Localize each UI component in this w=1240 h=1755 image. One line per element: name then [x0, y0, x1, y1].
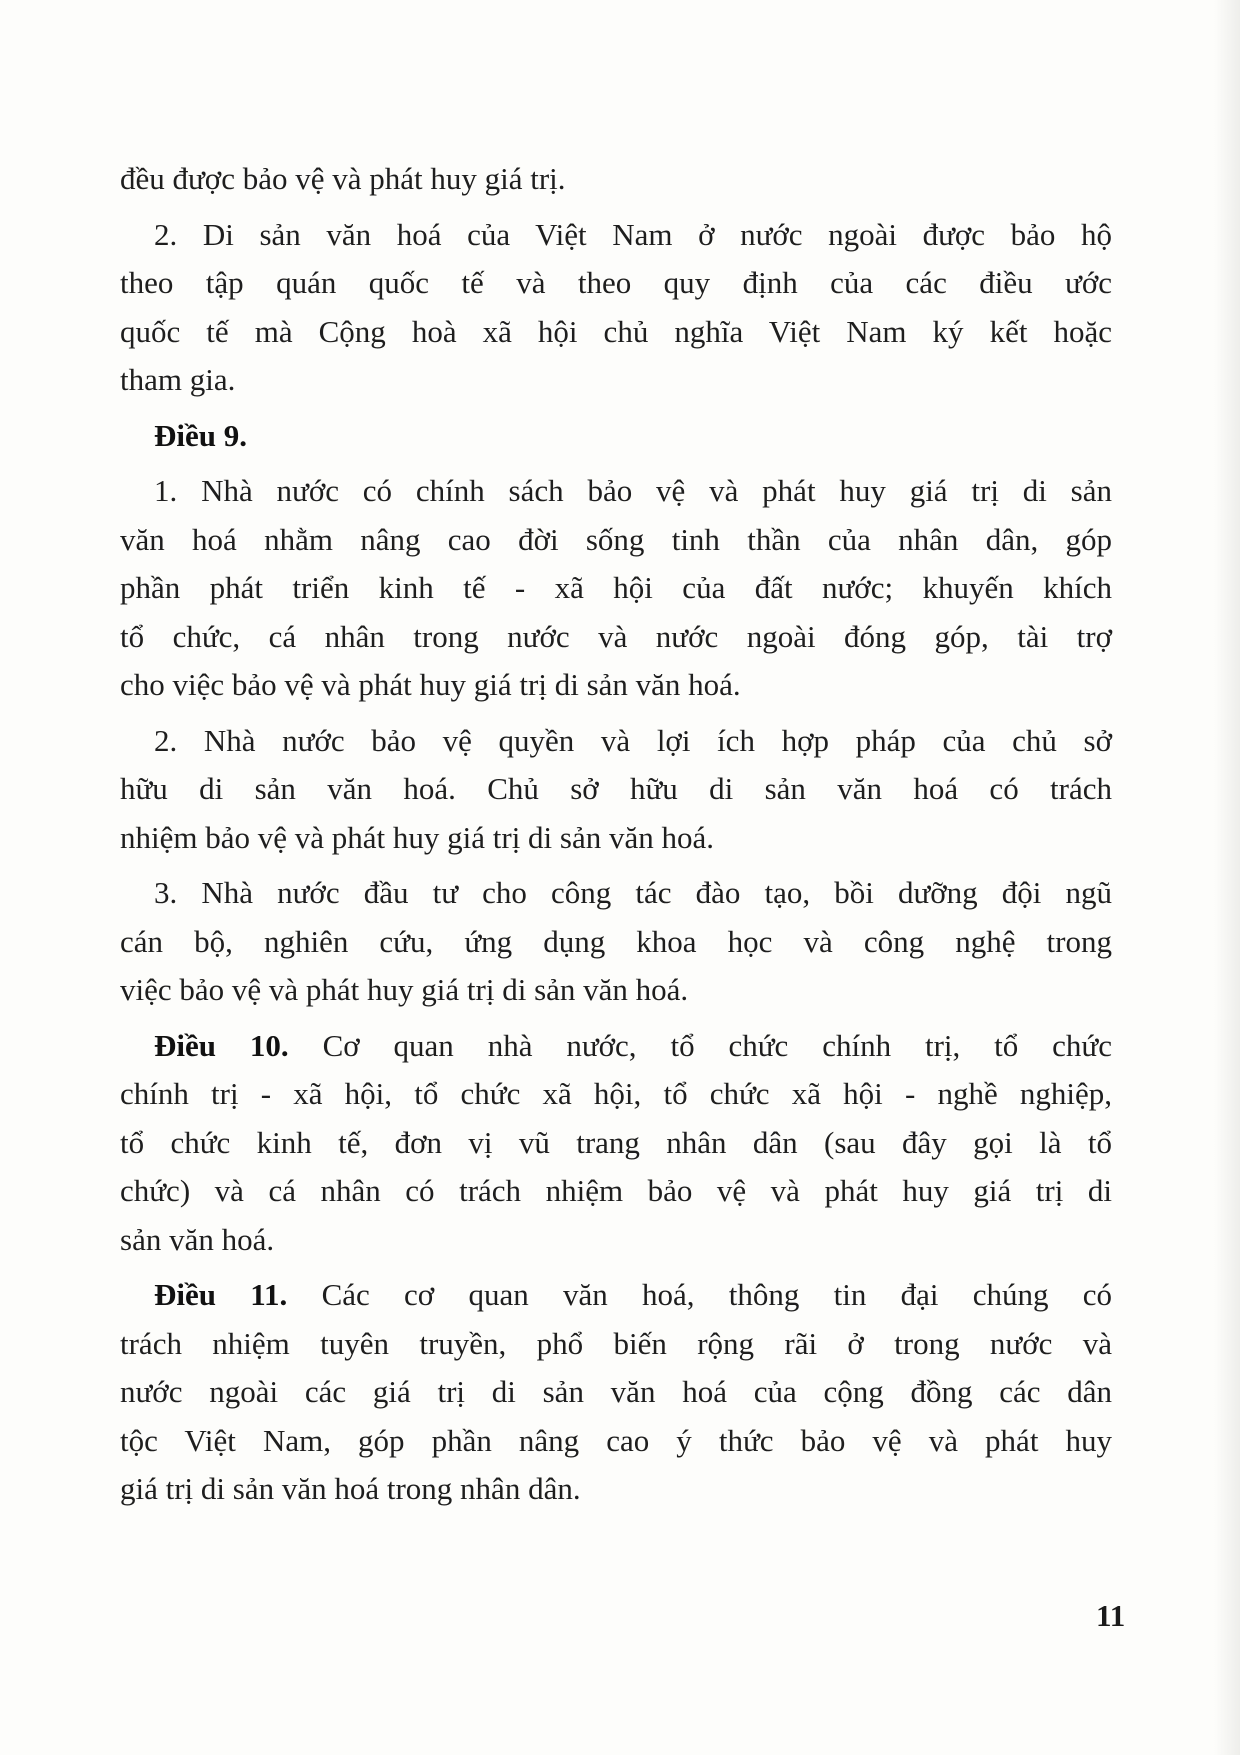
article-9-clause-2	[120, 717, 1112, 863]
text-line: hữu di sản văn hoá. Chủ sở hữu di sản văn hoá có trách	[120, 771, 1112, 806]
article-10	[120, 1022, 1112, 1265]
text-line: quốc tế mà Cộng hoà xã hội chủ nghĩa Việt Nam ký kết hoặc	[120, 313, 1112, 349]
article-11	[120, 1271, 1112, 1514]
article-11-first-line	[120, 1271, 1112, 1320]
text-line: văn hoá nhằm nâng cao đời sống tinh thần của nhân dân, góp	[120, 521, 1112, 557]
text-fragment: Các cơ quan văn hoá, thông tin đại chúng có	[321, 1277, 1113, 1312]
text-line: tổ chức kinh tế, đơn vị vũ trang nhân dân (sau đây gọi là tổ	[120, 1124, 1112, 1160]
text-fragment: Cơ quan nhà nước, tổ chức chính trị, tổ chức	[322, 1027, 1112, 1063]
paragraph-continuation	[120, 155, 1112, 204]
text-line: sản văn hoá.	[120, 1221, 275, 1257]
text-line: chính trị - xã hội, tổ chức xã hội, tổ chức xã hội - nghề nghiệp,	[120, 1076, 1112, 1111]
paragraph-item-2	[120, 211, 1112, 405]
text-line: 1. Nhà nước có chính sách bảo vệ và phát huy giá trị di sản	[154, 473, 1112, 508]
page-edge-shadow	[1214, 0, 1240, 1755]
text-line: tộc Việt Nam, góp phần nâng cao ý thức bảo vệ và phát huy	[120, 1422, 1112, 1458]
text-line: trách nhiệm tuyên truyền, phổ biến rộng rãi ở trong nước và	[120, 1325, 1112, 1361]
text-line: nước ngoài các giá trị di sản văn hoá của cộng đồng các dân	[120, 1374, 1112, 1409]
text-line: việc bảo vệ và phát huy giá trị di sản văn hoá.	[120, 972, 689, 1007]
article-9-clause-3	[120, 869, 1112, 1015]
text-line: tham gia.	[120, 362, 236, 397]
article-9-heading	[120, 412, 1112, 461]
article-heading: Điều 11.	[154, 1277, 288, 1312]
text-line: tổ chức, cá nhân trong nước và nước ngoài đóng góp, tài trợ	[120, 618, 1112, 654]
text-line: cho việc bảo vệ và phát huy giá trị di sản văn hoá.	[120, 667, 741, 702]
text-line: cán bộ, nghiên cứu, ứng dụng khoa học và công nghệ trong	[120, 923, 1112, 959]
text-line: 2. Di sản văn hoá của Việt Nam ở nước ngoài được bảo hộ	[154, 216, 1112, 252]
text-line: giá trị di sản văn hoá trong nhân dân.	[120, 1471, 581, 1506]
text-line: nhiệm bảo vệ và phát huy giá trị di sản văn hoá.	[120, 819, 715, 855]
page-number: 11	[1096, 1598, 1126, 1633]
text-line: phần phát triển kinh tế - xã hội của đất nước; khuyến khích	[120, 570, 1112, 605]
text-line: chức) và cá nhân có trách nhiệm bảo vệ và phát huy giá trị di	[120, 1173, 1112, 1208]
text-line: theo tập quán quốc tế và theo quy định của các điều ước	[120, 265, 1112, 300]
article-heading: Điều 9.	[154, 417, 247, 453]
text-line: 2. Nhà nước bảo vệ quyền và lợi ích hợp pháp của chủ sở	[154, 722, 1112, 758]
article-10-first-line	[120, 1022, 1112, 1071]
body-text	[120, 155, 1112, 1514]
text-line: 3. Nhà nước đầu tư cho công tác đào tạo, bồi dưỡng đội ngũ	[154, 875, 1112, 910]
text-line: đều được bảo vệ và phát huy giá trị.	[120, 161, 566, 196]
article-9-clause-1	[120, 467, 1112, 710]
article-heading: Điều 10.	[154, 1027, 289, 1063]
